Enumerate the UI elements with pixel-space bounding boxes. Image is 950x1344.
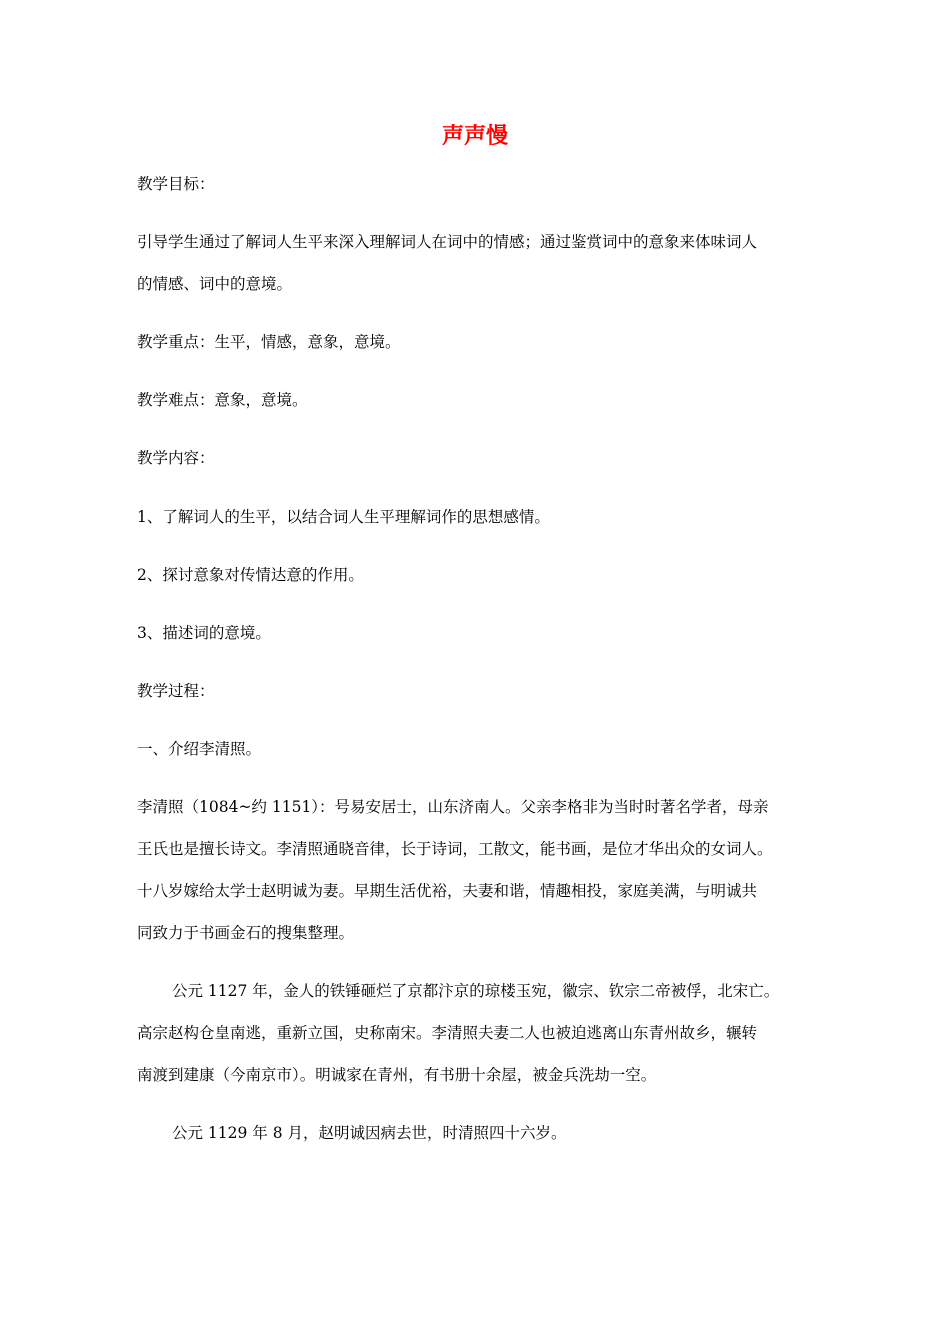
bio-line-3: 十八岁嫁给太学士赵明诚为妻。早期生活优裕，夫妻和谐，情趣相投，家庭美满，与明诚共 bbox=[137, 882, 758, 900]
bio-line-1: 李清照（1084~约 1151）：号易安居士，山东济南人。父亲李格非为当时时著名学者，母亲 bbox=[137, 798, 769, 816]
history-line-4: 公元 1129 年 8 月，赵明诚因病去世，时清照四十六岁。 bbox=[172, 1124, 567, 1142]
heading-objectives: 教学目标： bbox=[137, 175, 215, 193]
objectives-line-2: 的情感、词中的意境。 bbox=[137, 275, 293, 293]
heading-content: 教学内容： bbox=[137, 449, 215, 467]
objectives-line-1: 引导学生通过了解词人生平来深入理解词人在词中的情感；通过鉴赏词中的意象来体味词人 bbox=[137, 233, 758, 251]
section-heading-1: 一、介绍李清照。 bbox=[137, 740, 262, 758]
content-item-1: 1、了解词人的生平，以结合词人生平理解词作的思想感情。 bbox=[137, 508, 550, 526]
key-points: 教学重点：生平，情感，意象，意境。 bbox=[137, 333, 401, 351]
content-item-2: 2、探讨意象对传情达意的作用。 bbox=[137, 566, 364, 584]
difficult-points: 教学难点：意象，意境。 bbox=[137, 391, 308, 409]
history-line-1: 公元 1127 年，金人的铁锤砸烂了京都汴京的琼楼玉宛，徽宗、钦宗二帝被俘，北宋亡。 bbox=[172, 982, 780, 1000]
bio-line-4: 同致力于书画金石的搜集整理。 bbox=[137, 924, 355, 942]
heading-process: 教学过程： bbox=[137, 682, 215, 700]
bio-line-2: 王氏也是擅长诗文。李清照通晓音律，长于诗词，工散文，能书画，是位才华出众的女词人。 bbox=[137, 840, 773, 858]
document-title: 声声慢 bbox=[441, 124, 508, 149]
history-line-2: 高宗赵构仓皇南逃，重新立国，史称南宋。李清照夫妻二人也被迫逃离山东青州故乡，辗转 bbox=[137, 1024, 758, 1042]
history-line-3: 南渡到建康（今南京市）。明诚家在青州，有书册十余屋，被金兵洗劫一空。 bbox=[137, 1066, 657, 1084]
content-item-3: 3、描述词的意境。 bbox=[137, 624, 271, 642]
